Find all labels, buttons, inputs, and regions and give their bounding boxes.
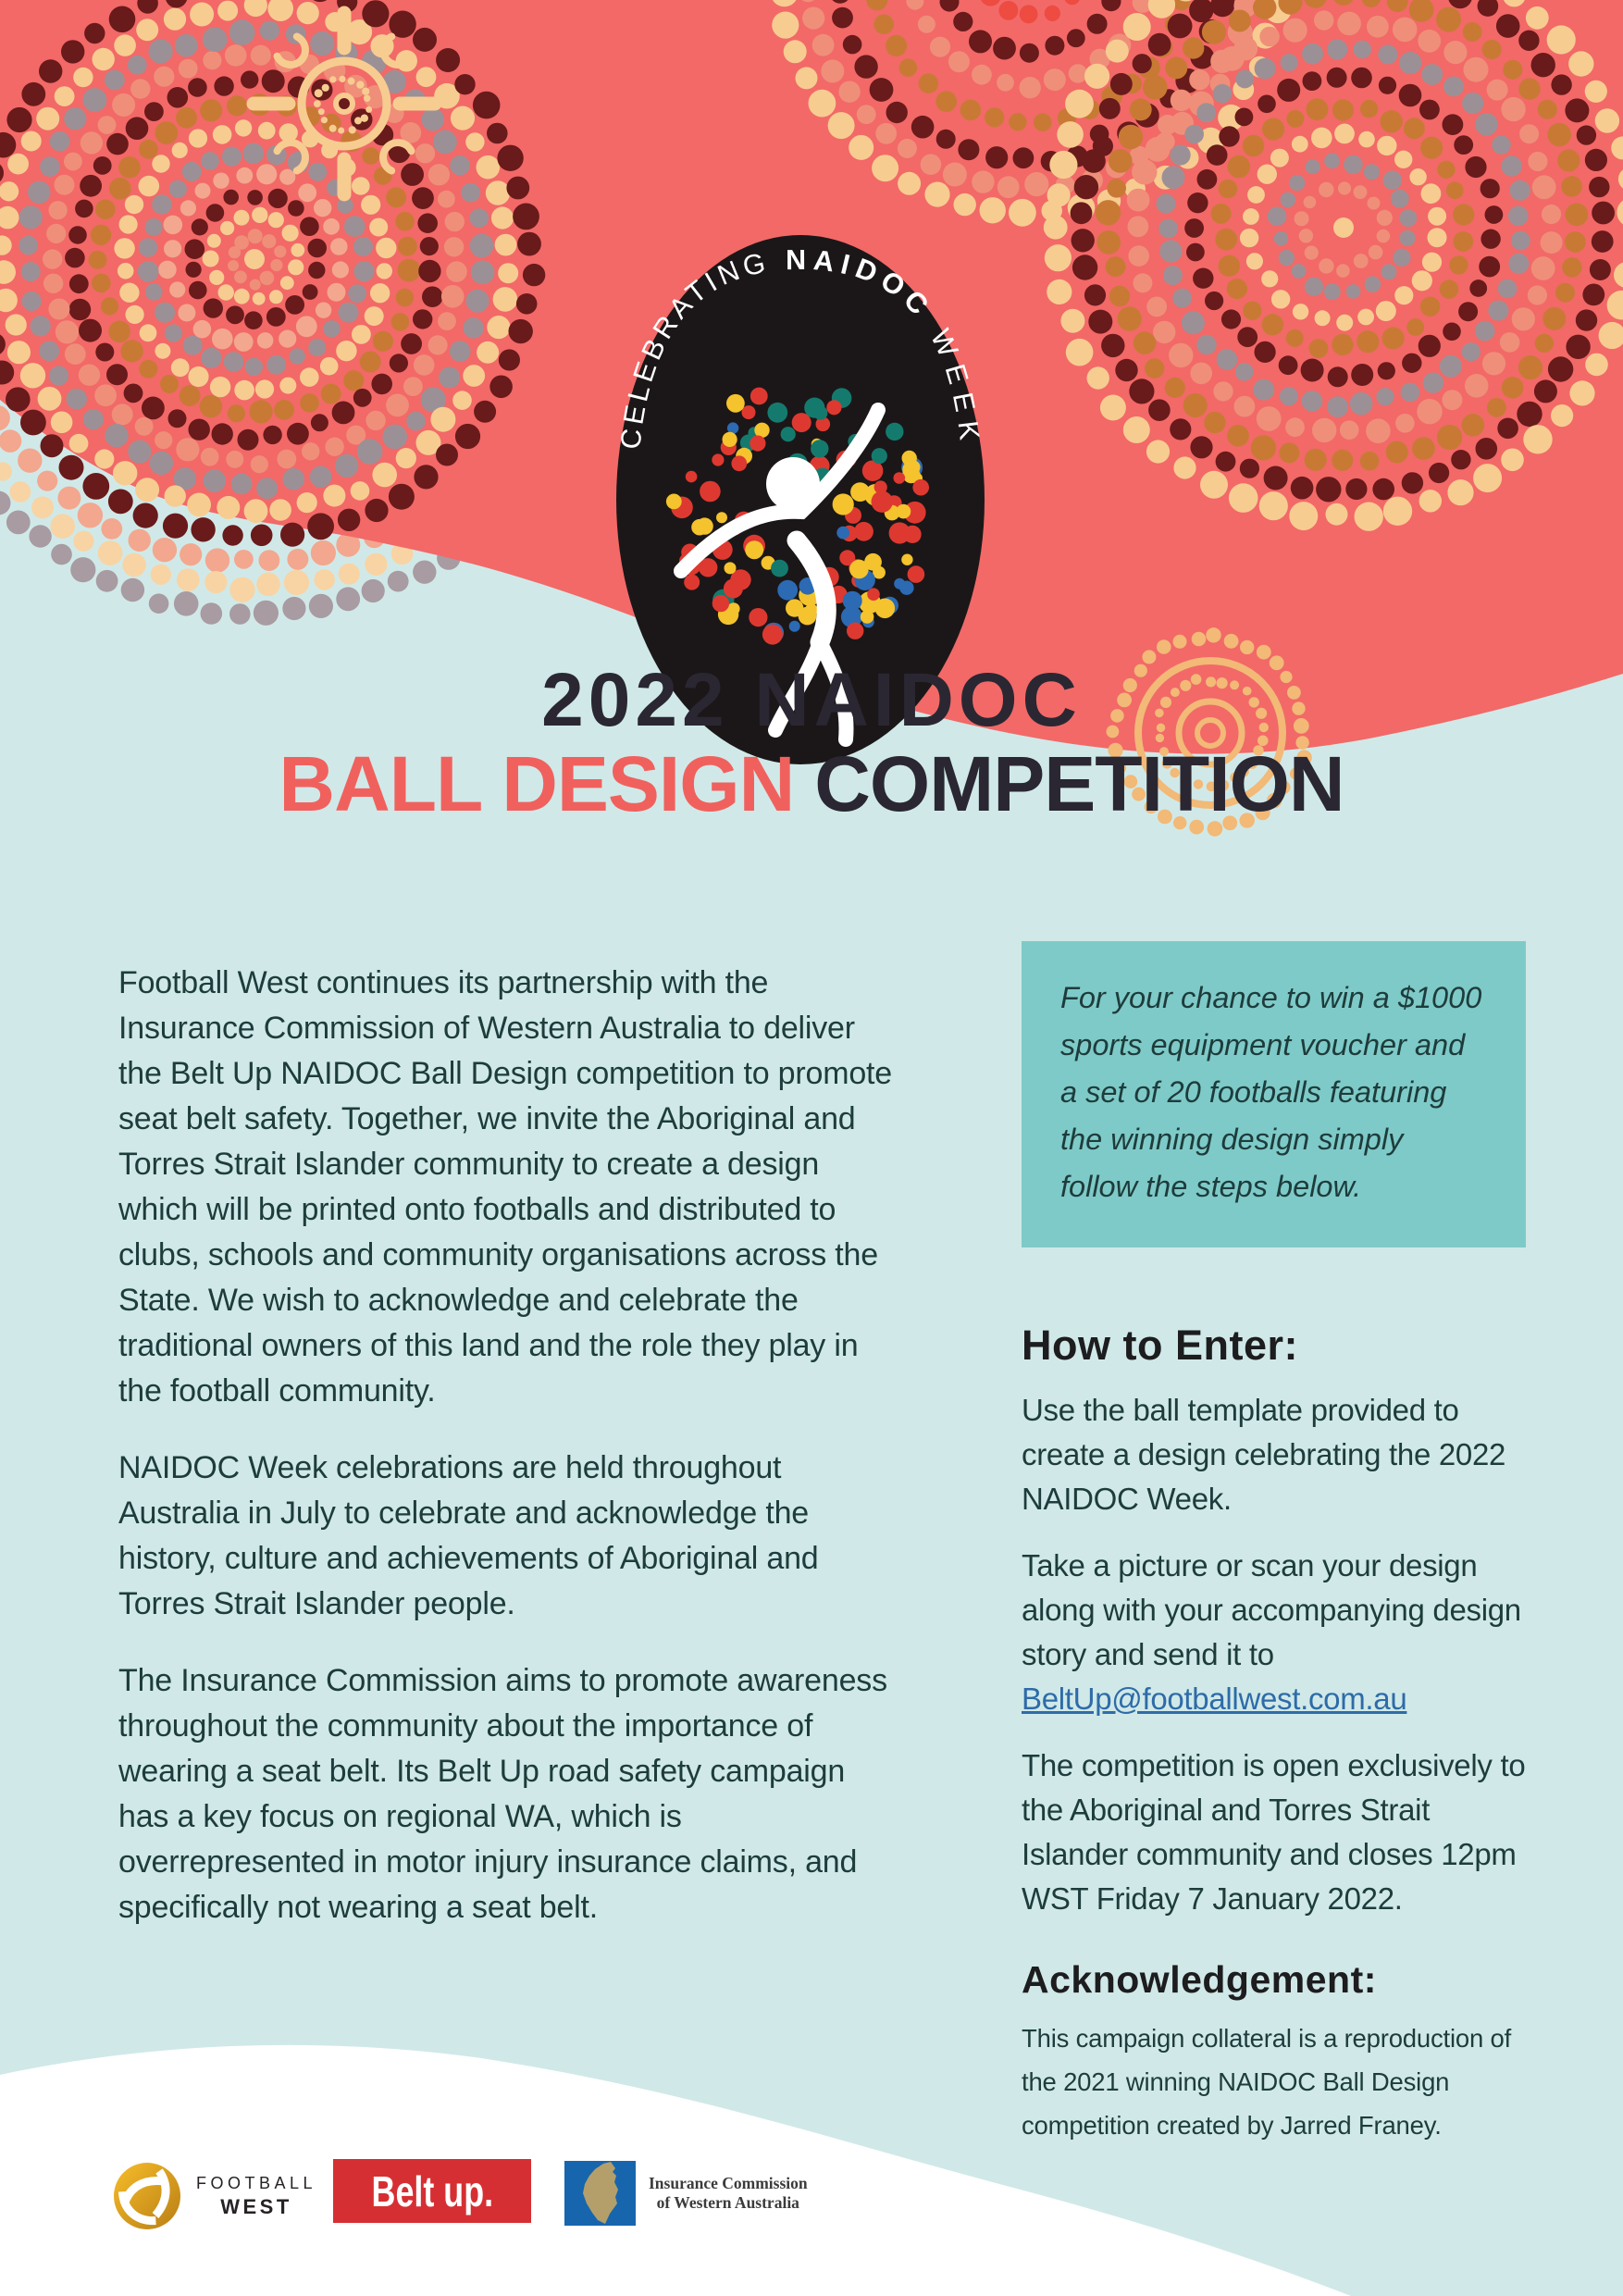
wa-state-icon (564, 2161, 636, 2226)
insurance-line1: Insurance Commission (649, 2174, 808, 2192)
enter-step-3: The competition is open exclusively to the Aboriginal and Torres Strait Islander community and closes 12pm WST Friday 7 January 2022. (1022, 1748, 1526, 1916)
belt-up-logo (333, 2159, 531, 2223)
football-west-line1: FOOTBALL (196, 2173, 317, 2192)
title-ball-design: BALL DESIGN (279, 740, 795, 827)
insurance-commission-logo (564, 2161, 808, 2226)
football-west-logo (111, 2160, 316, 2232)
football-west-line2: WEST (220, 2194, 292, 2218)
badge-naidoc: NAIDOC (786, 243, 939, 326)
intro-paragraph-1: Football West continues its partnership with the Insurance Commission of Western Australia to deliver the Belt Up NAIDOC Ball Design competition to promote seat belt safety. Together, we invite the Aboriginal and Torres Strait Islander community to create a design which will be printed onto footballs and distributed to clubs, schools and community organisations across the State. We wish to acknowledge and celebrate the traditional owners of this land and the role they play in the football community. (118, 965, 892, 1409)
prize-callout-box: For your chance to win a $1000 sports equipment voucher and a set of 20 footballs featuring the winning design simply follow the steps below. (1022, 941, 1526, 1247)
title-line2 (0, 742, 1623, 825)
title-line1: 2022 NAIDOC (541, 658, 1082, 742)
insurance-line2: of Western Australia (656, 2193, 799, 2212)
football-west-ball-icon (111, 2160, 183, 2232)
title-competition: COMPETITION (814, 740, 1344, 827)
intro-copy (118, 961, 900, 1962)
badge-celebrating: CELEBRATING (614, 246, 773, 452)
football-west-wordmark (196, 2174, 316, 2219)
enter-step-2 (1022, 1544, 1526, 1721)
enter-step-1: Use the ball template provided to create a design celebrating the 2022 NAIDOC Week. (1022, 1393, 1506, 1516)
email-link[interactable]: BeltUp@footballwest.com.au (1022, 1682, 1407, 1716)
acknowledgement-text: This campaign collateral is a reproduction of the 2021 winning NAIDOC Ball Design competition created by Jarred Franey. (1022, 2024, 1512, 2140)
enter-step-2-text: Take a picture or scan your design along with your accompanying design story and send it to (1022, 1548, 1521, 1671)
insurance-commission-wordmark (649, 2174, 808, 2213)
details-column (1022, 941, 1526, 2147)
poster-title (0, 659, 1623, 825)
belt-up-label: Belt up. (371, 2166, 493, 2215)
intro-paragraph-3: The Insurance Commission aims to promote awareness throughout the community about the importance of wearing a seat belt. Its Belt Up road safety campaign has a key focus on regional WA, which is overrepresented in motor injury insurance claims, and specifically not wearing a seat belt. (118, 1663, 887, 1925)
intro-paragraph-2: NAIDOC Week celebrations are held throughout Australia in July to celebrate and acknowledge the history, culture and achievements of Aboriginal and Torres Strait Islander people. (118, 1450, 819, 1621)
badge-week: WEEK (923, 324, 986, 452)
how-to-enter-heading: How to Enter: (1022, 1322, 1298, 1369)
acknowledgement-heading: Acknowledgement: (1022, 1958, 1377, 2001)
